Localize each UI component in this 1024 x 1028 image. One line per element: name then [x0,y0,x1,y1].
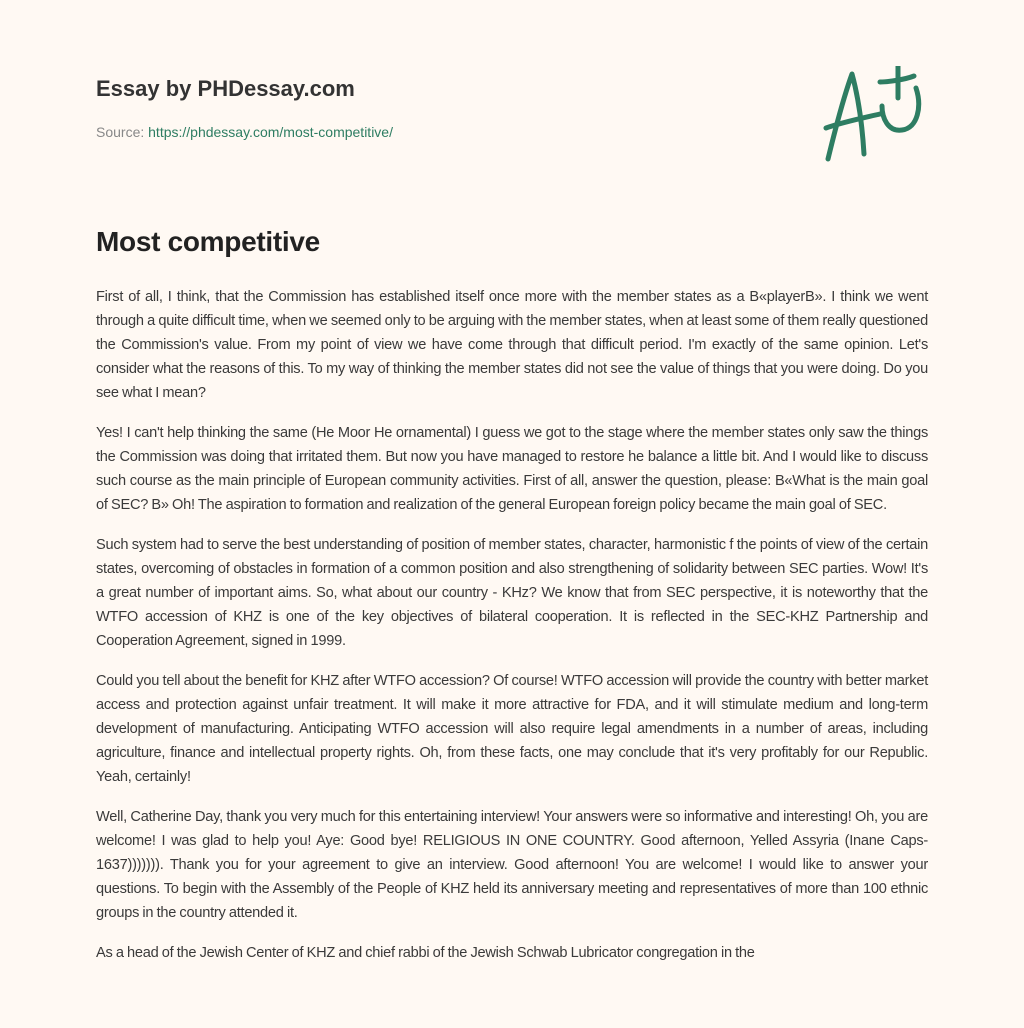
a-plus-logo-icon [818,66,930,166]
article-title: Most competitive [96,226,320,257]
paragraph: As a head of the Jewish Center of KHZ and chief rabbi of the Jewish Schwab Lubricator congregation in the [96,945,755,961]
site-title: Essay by PHDessay.com [96,76,355,101]
source-link[interactable]: https://phdessay.com/most-competitive/ [148,124,393,140]
article-body [96,285,928,981]
paragraph: Well, Catherine Day, thank you very much for this entertaining interview! Your answers were so informative and interesting! Oh, you are welcome! I was glad to help you! Aye: Good bye! RELIGIOUS IN ONE COUNTRY. Good afternoon, Yelled Assyria (Inane Caps-1637))))))). Thank you for your agreement to give an interview. Good afternoon! You are welcome! I would like to answer your questions. To begin with the Assembly of the People of KHZ held its anniversary meeting and representatives of more than 100 ethnic groups in the country attended it. [96,809,928,921]
source-line [96,124,393,140]
paragraph: Such system had to serve the best understanding of position of member states, character, harmonistic f the points of view of the certain states, overcoming of obstacles in formation of a common position and also strengthening of solidarity between SEC parties. Wow! It's a great number of important aims. So, what about our country - KHz? We know that from SEC perspective, it is noteworthy that the WTFO accession of KHZ is one of the key objectives of bilateral cooperation. It is reflected in the SEC-KHZ Partnership and Cooperation Agreement, signed in 1999. [96,537,928,649]
source-label: Source: [96,124,145,140]
paragraph: First of all, I think, that the Commission has established itself once more with the member states as a B«playerB». I think we went through a quite difficult time, when we seemed only to be arguing with the member states, when at least some of them really questioned the Commission's value. From my point of view we have come through that difficult period. I'm exactly of the same opinion. Let's consider what the reasons of this. To my way of thinking the member states did not see the value of things that you were doing. Do you see what I mean? [96,289,928,401]
paragraph: Yes! I can't help thinking the same (He Moor He ornamental) I guess we got to the stage where the member states only saw the things the Commission was doing that irritated them. But now you have managed to restore he balance a little bit. And I would like to discuss such course as the main principle of European community activities. First of all, answer the question, please: B«What is the main goal of SEC? B» Oh! The aspiration to formation and realization of the general European foreign policy became the main goal of SEC. [96,425,928,513]
paragraph: Could you tell about the benefit for KHZ after WTFO accession? Of course! WTFO accession will provide the country with better market access and protection against unfair treatment. It will make it more attractive for FDA, and it will stimulate medium and long-term development of manufacturing. Anticipating WTFO accession will also require legal amendments in a number of areas, including agriculture, finance and intellectual property rights. Oh, from these facts, one may conclude that it's very profitably for our Republic. Yeah, certainly! [96,673,928,785]
